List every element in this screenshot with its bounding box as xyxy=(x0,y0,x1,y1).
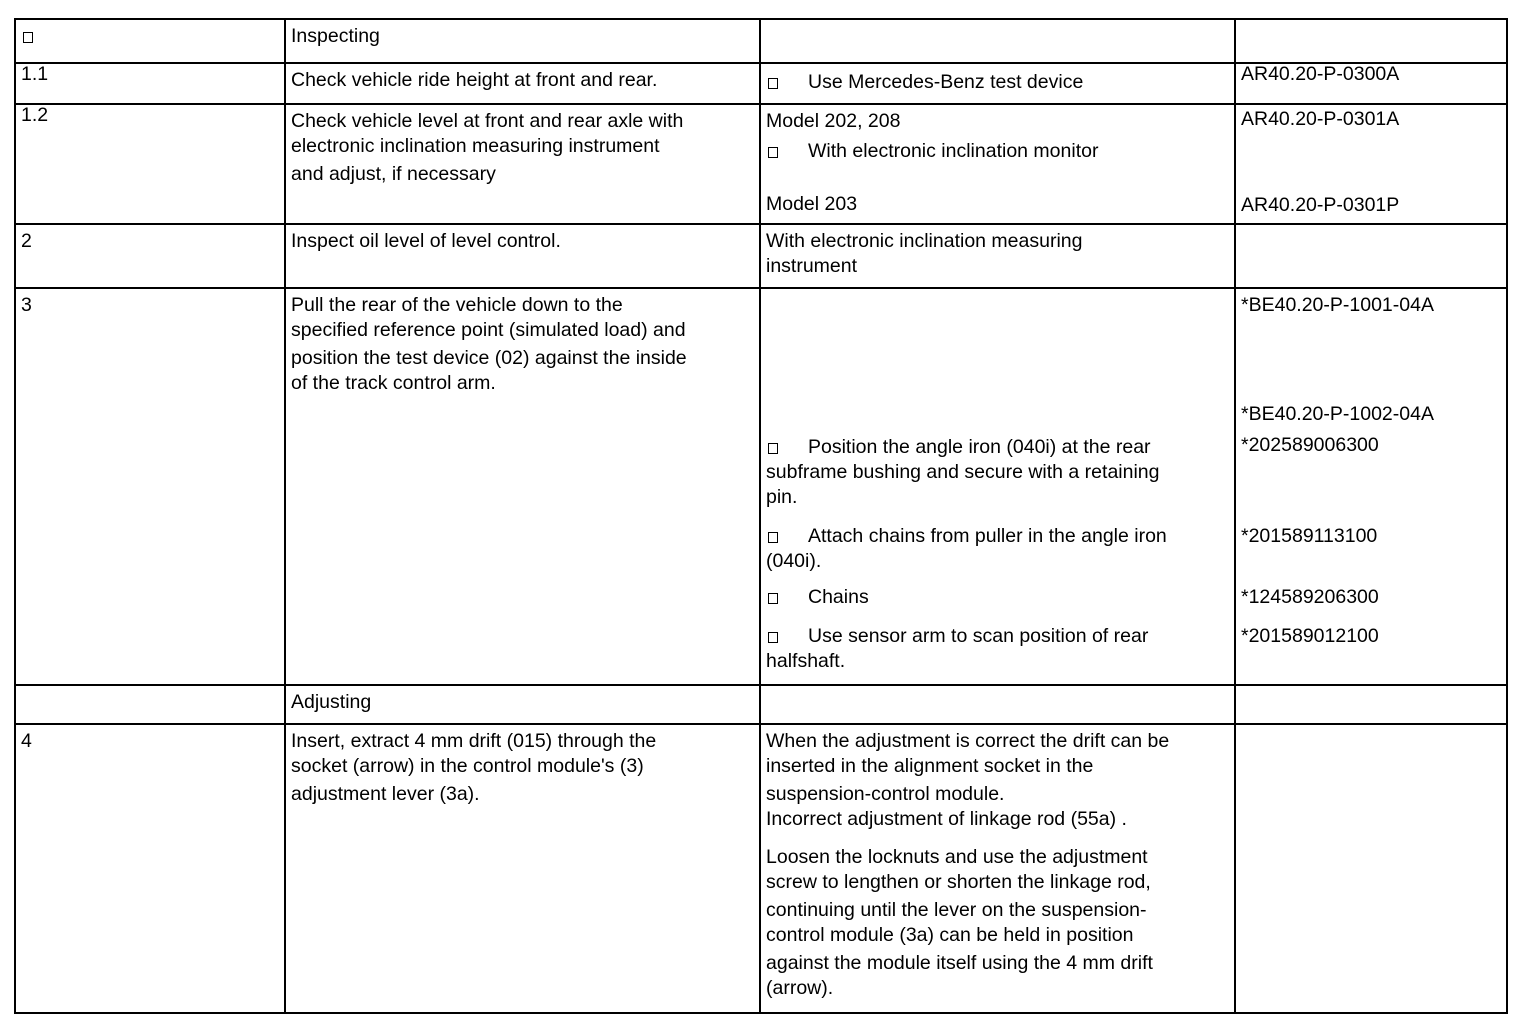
ref-code: *201589113100 xyxy=(1241,525,1378,547)
note-text: Attach chains from puller in the angle iron xyxy=(808,525,1167,547)
step-cell: 2 xyxy=(15,224,285,288)
table-row xyxy=(15,63,1507,104)
checkbox-icon xyxy=(768,532,778,543)
ref-cell xyxy=(1235,685,1507,724)
procedure-table xyxy=(14,18,1508,1014)
notes-cell xyxy=(760,685,1235,724)
ref-code: AR40.20-P-0301A xyxy=(1241,108,1400,130)
ref-cell xyxy=(1235,288,1507,685)
notes-cell xyxy=(760,104,1235,224)
notes-cell xyxy=(760,724,1235,1013)
note-text: (040i). xyxy=(766,550,822,572)
ref-cell xyxy=(1235,63,1507,104)
ref-cell xyxy=(1235,724,1507,1013)
checkbox-icon xyxy=(768,632,778,643)
note-text: suspension-control module. xyxy=(766,783,1005,805)
instruction-cell: Check vehicle level at front and rear axle with electronic inclination measuring instrument and adjust, if necessary xyxy=(285,104,760,224)
section-heading: Inspecting xyxy=(285,19,760,63)
table-row xyxy=(15,288,1507,685)
note-text: Use Mercedes-Benz test device xyxy=(808,71,1084,93)
notes-cell xyxy=(760,19,1235,63)
note-text: halfshaft. xyxy=(766,650,846,672)
note-text: Loosen the locknuts and use the adjustment xyxy=(766,846,1148,868)
step-cell: 4 xyxy=(15,724,285,1013)
notes-cell xyxy=(760,63,1235,104)
instruction-cell: Insert, extract 4 mm drift (015) through the socket (arrow) in the control module's (3) adjustment lever (3a). xyxy=(285,724,760,1013)
step-cell xyxy=(15,685,285,724)
notes-cell xyxy=(760,224,1235,288)
notes-cell xyxy=(760,288,1235,685)
note-text: Use sensor arm to scan position of rear xyxy=(808,625,1149,647)
note-text: Position the angle iron (040i) at the rear xyxy=(808,436,1151,458)
table-row xyxy=(15,104,1507,224)
note-text: With electronic inclination measuring xyxy=(766,230,1083,252)
note-text: Incorrect adjustment of linkage rod (55a) . xyxy=(766,808,1127,830)
note-text: against the module itself using the 4 mm drift xyxy=(766,952,1153,974)
instruction-cell: Pull the rear of the vehicle down to the specified reference point (simulated load) and position the test device (02) against the inside of the track control arm. xyxy=(285,288,760,685)
checkbox-icon xyxy=(768,593,778,604)
ref-code: AR40.20-P-0300A xyxy=(1241,63,1400,85)
ref-cell xyxy=(1235,104,1507,224)
note-text: control module (3a) can be held in position xyxy=(766,924,1134,946)
ref-code: *BE40.20-P-1002-04A xyxy=(1241,403,1434,425)
step-cell: 3 xyxy=(15,288,285,685)
table-row xyxy=(15,224,1507,288)
step-cell: 1.1 xyxy=(15,63,285,104)
checkbox-icon xyxy=(768,443,778,454)
ref-cell xyxy=(1235,19,1507,63)
table-row xyxy=(15,724,1507,1013)
step-cell: 1.2 xyxy=(15,104,285,224)
ref-code: *124589206300 xyxy=(1241,586,1379,608)
ref-code: *BE40.20-P-1001-04A xyxy=(1241,294,1434,316)
section-heading: Adjusting xyxy=(285,685,760,724)
note-text: (arrow). xyxy=(766,977,834,999)
ref-code: *201589012100 xyxy=(1241,625,1379,647)
note-text: screw to lengthen or shorten the linkage rod, xyxy=(766,871,1151,893)
note-text: instrument xyxy=(766,255,858,277)
note-text: Chains xyxy=(808,586,869,608)
table-row xyxy=(15,685,1507,724)
checkbox-icon xyxy=(23,32,33,43)
note-text: subframe bushing and secure with a retaining xyxy=(766,461,1160,483)
note-text: Model 202, 208 xyxy=(766,110,901,132)
ref-cell xyxy=(1235,224,1507,288)
step-cell xyxy=(15,19,285,63)
instruction-cell: Inspect oil level of level control. xyxy=(285,224,760,288)
note-text: continuing until the lever on the suspension- xyxy=(766,899,1147,921)
ref-code: *202589006300 xyxy=(1241,434,1379,456)
note-text: With electronic inclination monitor xyxy=(808,140,1099,162)
note-text: When the adjustment is correct the drift can be xyxy=(766,730,1170,752)
instruction-cell: Check vehicle ride height at front and rear. xyxy=(285,63,760,104)
note-text: inserted in the alignment socket in the xyxy=(766,755,1094,777)
ref-code: AR40.20-P-0301P xyxy=(1241,194,1400,216)
checkbox-icon xyxy=(768,147,778,158)
table-row xyxy=(15,19,1507,63)
checkbox-icon xyxy=(768,78,778,89)
note-text: pin. xyxy=(766,486,798,508)
note-text: Model 203 xyxy=(766,193,858,215)
